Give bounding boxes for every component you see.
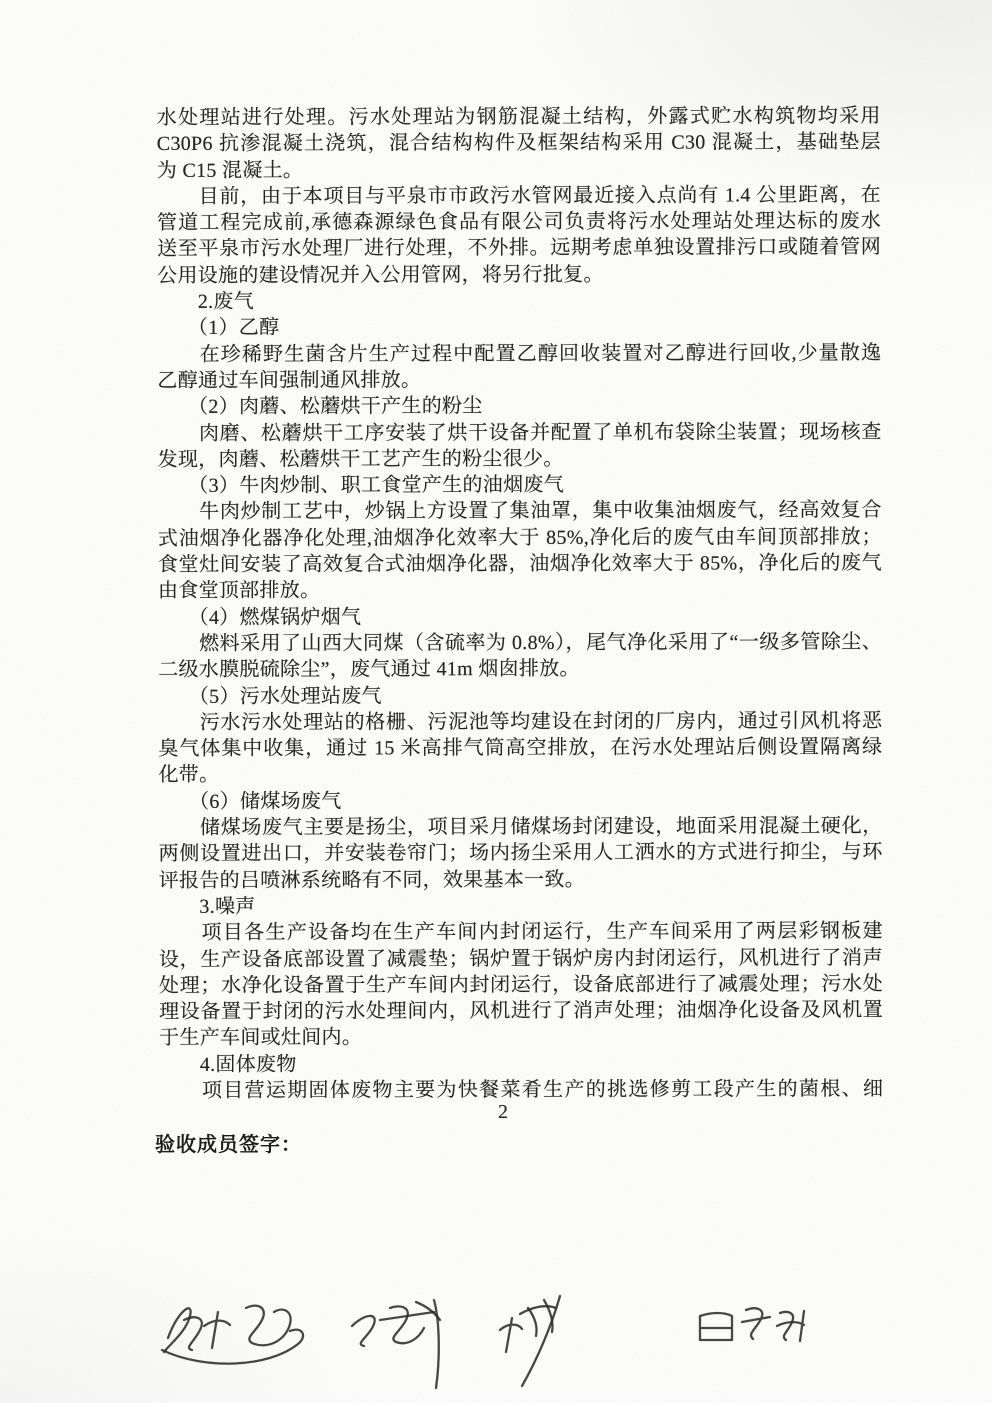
text-line: 项目营运期固体废物主要为快餐菜肴生产的挑选修剪工段产生的菌根、细 bbox=[159, 1078, 884, 1102]
text-line: 发现，肉蘑、松蘑烘干工艺产生的粉尘很少。 bbox=[157, 447, 564, 471]
text-line: 2.废气 bbox=[157, 290, 255, 314]
text-line: 设，生产设备底部设置了减震垫；锅炉置于锅炉房内封闭运行，风机进行了消声 bbox=[158, 946, 883, 971]
text-line: 二级水膜脱硫除尘”，废气通过 41m 烟囱排放。 bbox=[158, 658, 580, 682]
handwritten-signature-4-icon bbox=[700, 1308, 804, 1341]
text-line: 4.固体废物 bbox=[159, 1053, 297, 1076]
text-line: （3）牛肉炒制、职工食堂产生的油烟废气 bbox=[157, 474, 565, 498]
text-line: （4）燃煤锅炉烟气 bbox=[158, 606, 362, 629]
text-line: C30P6 抗渗混凝土浇筑，混合结构构件及框架结构采用 C30 混凝土，基础垫层 bbox=[156, 131, 881, 156]
text-line: 在珍稀野生菌含片生产过程中配置乙醇回收装置对乙醇进行回收,少量散逸 bbox=[157, 341, 882, 366]
text-line: （2）肉蘑、松蘑烘干产生的粉尘 bbox=[157, 395, 483, 419]
text-line: 目前，由于本项目与平泉市市政污水管网最近接入点尚有 1.4 公里距离，在 bbox=[156, 183, 881, 208]
text-line: 燃料采用了山西大同煤（含硫率为 0.8%），尾气净化采用了“一级多管除尘、 bbox=[158, 630, 883, 655]
text-line: 管道工程完成前,承德森源绿色食品有限公司负责将污水处理站处理达标的废水 bbox=[156, 210, 882, 235]
text-line: （5）污水处理站废气 bbox=[158, 684, 382, 708]
body-text bbox=[157, 103, 884, 1104]
text-line: 项目各生产设备均在生产车间内封闭运行，生产车间采用了两层彩钢板建 bbox=[158, 920, 883, 945]
text-line: 送至平泉市污水处理厂进行处理，不外排。远期考虑单独设置排污口或随着管网 bbox=[157, 236, 882, 261]
text-line: 3.噪声 bbox=[158, 895, 256, 918]
text-line: （6）储煤场废气 bbox=[158, 790, 342, 813]
text-line: 化带。 bbox=[158, 764, 220, 787]
signature-area bbox=[140, 1282, 860, 1402]
text-line: 肉磨、松蘑烘干工序安装了烘干设备并配置了单机布袋除尘装置；现场核查 bbox=[157, 420, 882, 445]
text-line: 式油烟净化器净化处理,油烟净化效率大于 85%,净化后的废气由车间顶部排放； bbox=[157, 525, 882, 550]
page-number: 2 bbox=[498, 1101, 508, 1123]
text-line: 储煤场废气主要是扬尘，项目采月储煤场封闭建设，地面采用混凝土硬化， bbox=[158, 815, 883, 839]
handwritten-signature-1-icon bbox=[162, 1306, 303, 1364]
text-line: 牛肉炒制工艺中，炒锅上方设置了集油罩，集中收集油烟废气，经高效复合 bbox=[157, 499, 882, 524]
text-line: 乙醇通过车间强制通风排放。 bbox=[157, 369, 422, 392]
text-line: 臭气体集中收集，通过 15 米高排气筒高空排放，在污水处理站后侧设置隔离绿 bbox=[158, 736, 883, 761]
handwritten-signature-2-icon bbox=[352, 1300, 440, 1388]
text-line: 两侧设置进出口，并安装卷帘门；场内扬尘采用人工洒水的方式进行抑尘，与环 bbox=[158, 841, 883, 866]
text-line: 评报告的吕喷淋系统略有不同，效果基本一致。 bbox=[158, 868, 586, 892]
text-line: 处理；水净化设备置于生产车间内封闭运行，设备底部进行了减震处理；污水处 bbox=[158, 972, 884, 997]
text-line: 于生产车间或灶间内。 bbox=[159, 1026, 363, 1050]
text-line: 食堂灶间安装了高效复合式油烟净化器，油烟净化效率大于 85%，净化后的废气 bbox=[157, 552, 882, 576]
text-line: 公用设施的建设情况并入公用管网，将另行批复。 bbox=[157, 263, 604, 287]
handwritten-signature-3-icon bbox=[500, 1296, 560, 1386]
text-line: 为 C15 混凝土。 bbox=[156, 159, 304, 182]
text-line: 由食堂顶部排放。 bbox=[157, 579, 321, 603]
text-line: 污水污水处理站的格栅、污泥池等均建设在封闭的厂房内，通过引风机将恶 bbox=[158, 709, 883, 734]
reviewer-signature-label: 验收成员签字： bbox=[155, 1134, 302, 1156]
text-line: 理设备置于封闭的污水处理间内，风机进行了消声处理；油烟净化设备及风机置 bbox=[159, 999, 884, 1024]
text-line: 水处理站进行处理。污水处理站为钢筋混凝土结构，外露式贮水构筑物均采用 bbox=[156, 105, 881, 129]
text-line: （1）乙醇 bbox=[157, 317, 280, 340]
